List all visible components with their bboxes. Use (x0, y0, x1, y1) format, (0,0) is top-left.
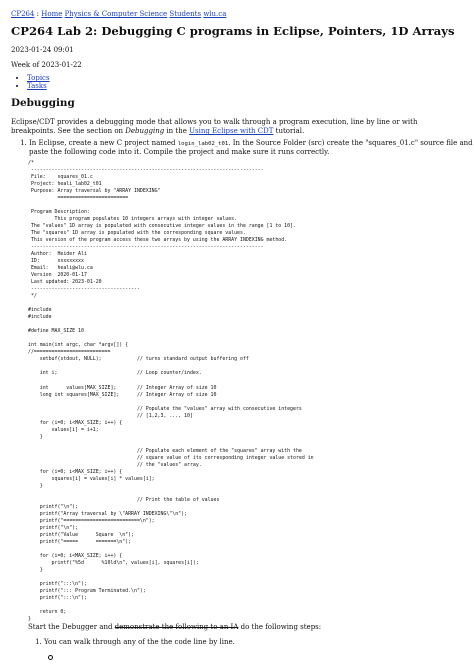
code-line: printf("::: Program Terminated.\n"); (28, 587, 146, 594)
code-line: int i; // Loop counter/index. (28, 370, 202, 377)
start-text-1: Start the Debugger and (28, 623, 115, 631)
code-line: return 0; (28, 609, 67, 615)
code-line: printf("===== =======\n"); (28, 538, 132, 545)
code-line: The "values" 1D array is populated with consecutive integer values in the range [1 to 10]. (28, 223, 296, 230)
code-line: ID: xxxxxxxxx (28, 258, 84, 265)
code-line: // [1,2,3, ..., 10] (28, 412, 193, 419)
code-line: #include (28, 314, 52, 321)
toc-link-topics[interactable]: Topics (27, 74, 50, 82)
eclipse-tutorial-link[interactable]: Using Eclipse with CDT (189, 127, 274, 136)
code-line: /* (28, 160, 34, 166)
steps-list (11, 139, 474, 157)
step-1-text-1: In Eclipse, create a new C project named (29, 139, 178, 147)
code-line: This program populates 10 integers arrays with integer values. (28, 216, 238, 223)
code-line: } (28, 433, 43, 440)
code-line: printf("\n"); (28, 524, 79, 531)
toc-link-tasks[interactable]: Tasks (27, 82, 47, 91)
code-line: Project: heali_lab02_t01 (28, 181, 102, 188)
code-line: */ (28, 293, 37, 300)
intro-text-3: tutorial. (273, 127, 305, 136)
code-line: Email: heali@wlu.ca (28, 265, 93, 272)
code-line: Last updated: 2023-01-20 (28, 279, 102, 286)
project-name-code: login_lab02_t01 (177, 141, 229, 147)
code-block (28, 160, 314, 623)
step-1 (29, 139, 474, 157)
code-line: setbuf(stdout, NULL); // turns standard output buffering off (28, 356, 249, 363)
intro-paragraph (11, 118, 463, 136)
breadcrumb-dept-link[interactable]: Physics & Computer Science (64, 10, 168, 18)
code-line: squares[i] = values[i] * values[i]; (28, 475, 155, 482)
code-line: printf("==========================\n"); (28, 517, 155, 524)
code-line: #include (28, 307, 52, 314)
week-label: Week of 2023-01-22 (11, 61, 82, 69)
code-line: int main(int argc, char *argv[]) { (28, 342, 129, 349)
debug-step-1: 1. You can walk through any of the the code line by line. (44, 638, 235, 647)
code-line: for (i=0; i<MAX_SIZE; i++) { (28, 419, 123, 426)
code-line: File: squares_01.c (28, 174, 93, 181)
page-title: CP264 Lab 2: Debugging C programs in Eclipse, Pointers, 1D Arrays (11, 24, 455, 38)
code-line: printf(":::\n"); (28, 594, 87, 601)
code-line: } (28, 616, 31, 623)
code-line: // the "values" array. (28, 461, 202, 468)
code-line: // Populate the "values" array with consecutive integers (28, 405, 302, 412)
code-line: for (i=0; i<MAX_SIZE; i++) { (28, 468, 123, 475)
table-of-contents (11, 74, 50, 90)
debug-steps-list (28, 638, 235, 647)
code-line: #define MAX_SIZE 10 (28, 328, 84, 335)
code-line: long int squares[MAX_SIZE]; // Integer Array of size 10 (28, 391, 217, 398)
code-line: ------------------------------------------------------------------------------- (28, 244, 264, 251)
code-line: ------------------------------------------------------------------------------- (28, 167, 264, 174)
intro-text-1: Eclipse/CDT provides a debugging mode that allows you to walk through a program execution, line by line or with breakpoints. See the section on (11, 118, 418, 136)
toc-item-topics (27, 74, 50, 82)
step-1-text-2: . In the Source Folder (src) create the "squares_01.c" source file and paste the following code into it. Compile the project and make sure it runs correctly. (29, 139, 473, 157)
code-line: // Populate each element of the "squares" array with the (28, 447, 302, 454)
breadcrumb-course-link[interactable]: CP264 (11, 10, 35, 18)
code-line: The "squares" 1D array is populated with the corresponding square values. (28, 230, 246, 237)
code-line: // square value of its corresponding integer value stored in (28, 454, 314, 461)
code-line: printf("\n"); (28, 503, 79, 510)
code-line: ======================== (28, 195, 129, 202)
code-line: Version 2020-01-17 (28, 272, 87, 279)
struck-text: demonstrate the following to an IA (114, 623, 239, 631)
breadcrumb-home-link[interactable]: Home (41, 10, 63, 18)
code-line: //========================== (28, 349, 111, 356)
start-text-2: do the following steps: (238, 623, 322, 631)
code-line: printf(":::\n"); (28, 580, 87, 587)
intro-text-2: in the (164, 127, 190, 136)
code-line: } (28, 566, 43, 573)
breadcrumb-students-link[interactable]: Students (169, 10, 202, 18)
code-line: // Print the table of values (28, 496, 220, 503)
code-line: Author: Heider Ali (28, 251, 87, 258)
toc-item-tasks (27, 82, 50, 90)
code-line: Program Description: (28, 209, 90, 216)
breadcrumb-separator: : (34, 10, 42, 18)
code-line: Purpose: Array traversal by "ARRAY INDEXING" (28, 188, 161, 195)
code-line: values[i] = i+1; (28, 426, 99, 433)
breadcrumb (11, 10, 226, 19)
code-line: This version of the program access these two arrays by using the ARRAY INDEXING method. (28, 237, 288, 244)
post-date: 2023-01-24 09:01 (11, 46, 74, 54)
start-debugger-paragraph (28, 623, 321, 632)
breadcrumb-site-link[interactable]: wlu.ca (203, 10, 227, 18)
intro-italic: Debugging (125, 127, 165, 136)
code-line: printf("Array traversal by \"ARRAY INDEXING\"\n"); (28, 510, 187, 517)
code-line: printf("Value Square \n"); (28, 531, 134, 538)
code-line: printf("%5d %10ld\n", values[i], squares[i]); (28, 559, 199, 566)
code-line: } (28, 482, 43, 489)
code-line: int values[MAX_SIZE]; // Integer Array of size 10 (28, 384, 217, 391)
code-line: for (i=0; i<MAX_SIZE; i++) { (28, 552, 123, 559)
nested-list-bullet (48, 655, 53, 660)
section-heading-debugging: Debugging (11, 97, 75, 109)
code-line: ------------------------------------- (28, 286, 140, 293)
